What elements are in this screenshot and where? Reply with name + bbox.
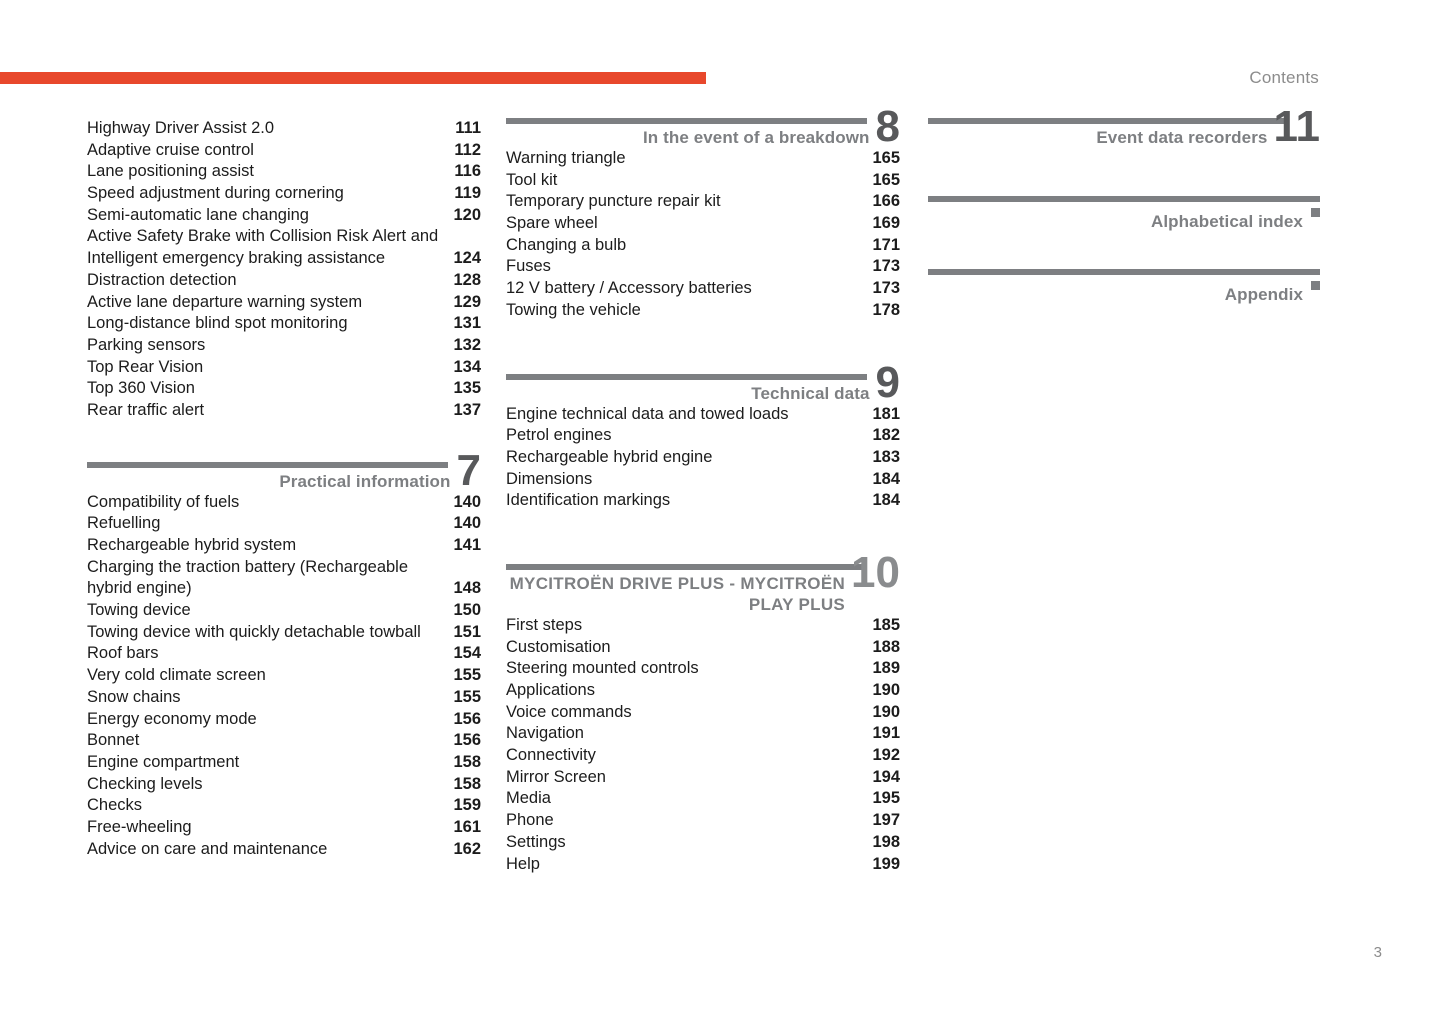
section-number: 7 <box>456 445 481 495</box>
toc-entry-page: 120 <box>453 205 481 224</box>
toc-entry-page: 116 <box>454 162 481 181</box>
toc-entry-page: 190 <box>872 681 900 699</box>
toc-entry[interactable] <box>506 256 900 278</box>
toc-entry-title: Towing device with quickly detachable towball <box>87 622 421 641</box>
toc-entry-page: 129 <box>453 292 481 311</box>
toc-entry-page: 140 <box>453 492 481 511</box>
section-header-event-data-recorders <box>928 102 1320 151</box>
toc-entry-page: 188 <box>872 637 900 656</box>
toc-entry[interactable] <box>87 118 481 140</box>
toc-entry[interactable] <box>506 404 900 426</box>
toc-entry[interactable] <box>506 425 900 447</box>
section-title: Practical information <box>279 471 451 491</box>
toc-entry-page: 184 <box>872 491 900 510</box>
toc-entry-title: Engine technical data and towed loads <box>506 404 789 423</box>
toc-entry-title: Towing the vehicle <box>506 300 641 319</box>
toc-entry-page: 119 <box>454 184 481 203</box>
toc-entry-title: Semi-automatic lane changing <box>87 205 309 224</box>
toc-entry-title: Long-distance blind spot monitoring <box>87 314 348 333</box>
section-title: Technical data <box>751 383 870 403</box>
toc-entry-page: 137 <box>453 400 481 419</box>
toc-entry-page: 140 <box>453 514 481 533</box>
toc-entry-title: First steps <box>506 615 583 634</box>
toc-entry[interactable] <box>87 226 481 248</box>
toc-entry[interactable] <box>87 817 481 839</box>
toc-entry-page: 156 <box>453 709 481 728</box>
toc-entry[interactable] <box>87 774 481 796</box>
page-number: 3 <box>1373 944 1382 961</box>
toc-list-mycitroen <box>506 615 900 875</box>
toc-entry-title: Navigation <box>506 724 584 743</box>
toc-entry[interactable] <box>87 292 481 314</box>
section-number: 11 <box>1273 102 1320 151</box>
column-left <box>87 118 481 860</box>
toc-entry-title: Active lane departure warning system <box>87 292 363 311</box>
toc-entry[interactable] <box>87 400 481 422</box>
toc-entry-title: Refuelling <box>87 514 161 533</box>
section-title: Appendix <box>1224 285 1303 304</box>
toc-entry[interactable] <box>87 248 481 270</box>
toc-list-practical-information <box>87 492 481 861</box>
toc-entry-page: 169 <box>872 214 900 233</box>
toc-entry-title: Top 360 Vision <box>87 379 195 398</box>
toc-entry-title: Checking levels <box>87 774 203 793</box>
toc-entry[interactable] <box>87 335 481 357</box>
toc-entry-page: 132 <box>453 335 481 354</box>
toc-entry-page: 185 <box>872 615 900 634</box>
toc-entry-title: 12 V battery / Accessory batteries <box>506 279 752 298</box>
toc-entry-title: Voice commands <box>506 702 632 721</box>
toc-entry-page: 159 <box>453 796 481 815</box>
toc-entry-page: 156 <box>453 731 481 750</box>
section-header-practical-information <box>87 445 481 495</box>
toc-entry-title: Changing a bulb <box>506 235 627 254</box>
toc-entry[interactable] <box>506 278 900 300</box>
toc-entry-title: Rechargeable hybrid system <box>87 536 297 554</box>
toc-entry[interactable] <box>506 745 900 767</box>
toc-entry[interactable] <box>87 730 481 752</box>
toc-entry-title: Distraction detection <box>87 270 237 289</box>
section-title: Alphabetical index <box>1150 212 1303 231</box>
toc-entry[interactable] <box>506 723 900 745</box>
toc-entry-title: Identification markings <box>506 491 671 510</box>
toc-entry-page: 184 <box>872 469 900 488</box>
toc-entry-page: 158 <box>453 752 481 771</box>
toc-entry-page: 131 <box>453 314 481 333</box>
toc-entry[interactable] <box>506 469 900 491</box>
toc-entry-title: Speed adjustment during cornering <box>87 184 344 203</box>
toc-entry[interactable] <box>87 752 481 774</box>
toc-entry[interactable] <box>506 637 900 659</box>
toc-entry[interactable] <box>87 687 481 709</box>
toc-entry-page: 165 <box>872 149 900 167</box>
toc-entry[interactable] <box>506 191 900 213</box>
toc-entry-title: Checks <box>87 796 143 815</box>
toc-entry[interactable] <box>506 767 900 789</box>
section-title <box>510 570 845 615</box>
toc-entry-title: Intelligent emergency braking assistance <box>87 249 386 268</box>
toc-entry-page: 194 <box>872 767 900 786</box>
toc-entry[interactable] <box>87 492 481 514</box>
toc-entry[interactable] <box>506 170 900 192</box>
toc-entry[interactable] <box>506 615 900 637</box>
toc-entry[interactable] <box>87 357 481 379</box>
toc-entry[interactable] <box>87 140 481 162</box>
toc-entry-page: 198 <box>872 832 900 851</box>
toc-entry[interactable] <box>506 832 900 854</box>
toc-entry-title: Customisation <box>506 637 611 656</box>
toc-entry-page: 189 <box>872 659 900 678</box>
spacer <box>87 422 481 462</box>
square-bullet-icon <box>1311 208 1320 217</box>
toc-entry-title: Parking sensors <box>87 335 206 354</box>
section-header-alphabetical-index <box>928 196 1320 232</box>
toc-entry-title: Spare wheel <box>506 214 598 233</box>
toc-entry-title: Fuses <box>506 257 551 276</box>
toc-entry[interactable] <box>87 839 481 861</box>
section-header-mycitroen <box>506 547 900 615</box>
toc-entry-page: 112 <box>454 140 481 159</box>
toc-entry[interactable] <box>87 205 481 227</box>
section-number: 8 <box>875 102 900 151</box>
toc-entry[interactable] <box>87 557 481 579</box>
toc-entry[interactable] <box>87 665 481 687</box>
toc-entry[interactable] <box>506 702 900 724</box>
toc-entry-title: Mirror Screen <box>506 767 606 786</box>
toc-entry-page: 182 <box>872 426 900 445</box>
section-title-line-1: MYCITROËN DRIVE PLUS - MYCITROËN <box>509 573 846 593</box>
toc-list-continued <box>87 118 481 422</box>
toc-entry-title: Bonnet <box>87 731 140 750</box>
toc-entry[interactable] <box>87 313 481 335</box>
toc-entry[interactable] <box>87 795 481 817</box>
toc-entry[interactable] <box>87 622 481 644</box>
toc-entry-title: Advice on care and maintenance <box>87 839 328 858</box>
toc-entry-page: 134 <box>453 357 481 376</box>
toc-entry-title: Steering mounted controls <box>506 659 699 678</box>
toc-entry-title: Dimensions <box>506 469 593 488</box>
toc-entry[interactable] <box>506 148 900 170</box>
toc-entry-title: Compatibility of fuels <box>87 492 240 511</box>
toc-entry[interactable] <box>506 447 900 469</box>
toc-entry-page: 191 <box>872 724 900 743</box>
square-bullet-icon <box>1311 281 1320 290</box>
toc-entry[interactable] <box>87 378 481 400</box>
section-number: 9 <box>875 357 900 407</box>
toc-entry-title: Energy economy mode <box>87 709 257 728</box>
toc-entry-page: 141 <box>453 536 481 554</box>
section-header-breakdown <box>506 102 900 151</box>
toc-entry-page: 151 <box>453 622 481 641</box>
toc-entry-title: Engine compartment <box>87 752 240 771</box>
toc-entry-title: Rechargeable hybrid engine <box>506 447 713 466</box>
section-title: Event data recorders <box>1096 128 1268 147</box>
toc-entry[interactable] <box>87 643 481 665</box>
toc-entry[interactable] <box>87 709 481 731</box>
toc-entry-title: Lane positioning assist <box>87 162 254 181</box>
toc-entry[interactable] <box>506 658 900 680</box>
page-title: Contents <box>1249 68 1319 87</box>
section-number: 10 <box>851 547 900 597</box>
section-header-technical-data <box>506 357 900 407</box>
toc-entry[interactable] <box>506 810 900 832</box>
toc-entry-page: 192 <box>872 746 900 765</box>
toc-entry[interactable] <box>506 213 900 235</box>
toc-entry-page: 128 <box>453 270 481 289</box>
toc-entry-page: 148 <box>453 579 481 598</box>
toc-entry[interactable] <box>87 513 481 535</box>
toc-entry[interactable] <box>87 161 481 183</box>
toc-entry-title: Snow chains <box>87 687 181 706</box>
toc-entry-page: 190 <box>872 702 900 721</box>
accent-bar <box>0 72 706 84</box>
toc-entry-title: Temporary puncture repair kit <box>506 192 721 211</box>
toc-entry[interactable] <box>506 854 900 876</box>
toc-entry-page: 155 <box>453 666 481 685</box>
toc-entry-title: Petrol engines <box>506 426 612 445</box>
toc-entry-title: Media <box>506 789 551 808</box>
toc-entry-title: Settings <box>506 832 566 851</box>
toc-entry[interactable] <box>87 578 481 600</box>
toc-entry-title: Adaptive cruise control <box>87 140 254 159</box>
toc-entry-page: 161 <box>453 817 481 836</box>
toc-entry[interactable] <box>506 788 900 810</box>
toc-entry[interactable] <box>87 183 481 205</box>
toc-entry-page: 173 <box>872 279 900 298</box>
toc-entry-page: 158 <box>453 774 481 793</box>
spacer <box>506 322 900 374</box>
section-title: In the event of a breakdown <box>642 128 870 147</box>
toc-entry-page: 173 <box>872 257 900 276</box>
toc-entry-page: 181 <box>872 404 900 423</box>
toc-entry-page: 197 <box>872 811 900 830</box>
toc-entry-title: Tool kit <box>506 170 558 189</box>
toc-entry-page: 111 <box>455 119 481 137</box>
toc-entry-page: 162 <box>453 839 481 858</box>
toc-entry-title: Connectivity <box>506 746 596 765</box>
toc-entry-title: Applications <box>506 681 595 699</box>
toc-entry-page: 199 <box>872 854 900 873</box>
toc-list-technical-data <box>506 404 900 512</box>
spacer <box>506 512 900 564</box>
toc-entry-page: 178 <box>872 300 900 319</box>
spacer <box>928 232 1320 269</box>
section-title-line-2: PLAY PLUS <box>748 594 846 614</box>
column-right <box>928 102 1320 305</box>
page-header <box>0 0 1445 100</box>
toc-entry[interactable] <box>87 600 481 622</box>
toc-entry-page: 165 <box>872 170 900 189</box>
toc-entry-page: 166 <box>872 192 900 211</box>
toc-entry-title: Active Safety Brake with Collision Risk Alert and <box>87 227 439 246</box>
toc-entry-title: Warning triangle <box>506 149 626 167</box>
toc-entry-title: Charging the traction battery (Rechargeable <box>87 557 409 576</box>
toc-entry-title: Top Rear Vision <box>87 357 204 376</box>
section-header-appendix <box>928 269 1320 305</box>
toc-entry-title: Highway Driver Assist 2.0 <box>87 119 275 137</box>
toc-entry-title: Towing device <box>87 601 191 620</box>
toc-entry[interactable] <box>87 270 481 292</box>
toc-entry-page: 171 <box>872 235 900 254</box>
toc-entry[interactable] <box>506 235 900 257</box>
toc-entry-title: hybrid engine) <box>87 579 192 598</box>
toc-entry-page: 155 <box>453 687 481 706</box>
toc-entry-title: Roof bars <box>87 644 159 663</box>
toc-entry-page: 150 <box>453 601 481 620</box>
toc-entry[interactable] <box>506 300 900 322</box>
toc-entry-page: 124 <box>453 249 481 268</box>
column-middle <box>506 102 900 875</box>
toc-entry-title: Rear traffic alert <box>87 400 205 419</box>
toc-list-breakdown <box>506 148 900 322</box>
toc-entry[interactable] <box>506 680 900 702</box>
toc-entry-page: 195 <box>872 789 900 808</box>
toc-entry-page: 135 <box>453 379 481 398</box>
toc-entry-title: Free-wheeling <box>87 817 192 836</box>
toc-entry-title: Help <box>506 854 540 873</box>
toc-entry[interactable] <box>506 490 900 512</box>
toc-entry-title: Phone <box>506 811 554 830</box>
spacer <box>928 148 1320 196</box>
toc-entry-page: 154 <box>453 644 481 663</box>
toc-entry[interactable] <box>87 535 481 557</box>
toc-entry-page: 183 <box>872 447 900 466</box>
toc-entry-title: Very cold climate screen <box>87 666 266 685</box>
